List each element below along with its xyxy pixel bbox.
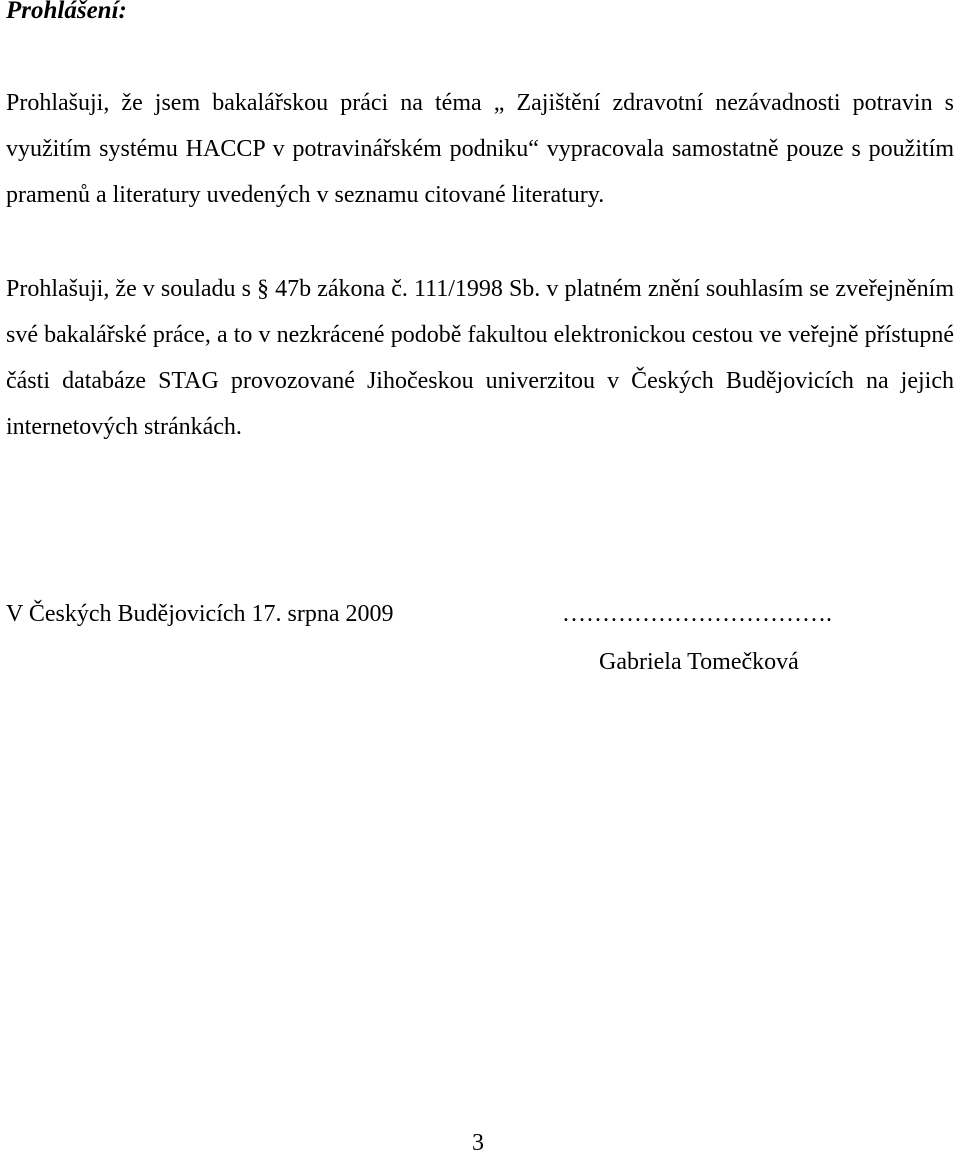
- page-number: 3: [472, 1130, 484, 1156]
- signature-line: …………………………….: [562, 601, 832, 627]
- place-and-date: V Českých Budějovicích 17. srpna 2009: [6, 601, 394, 627]
- declaration-paragraph-publication-consent: Prohlašuji, že v souladu s § 47b zákona č. 111/1998 Sb. v platném znění souhlasím se zveřejněním své bakalářské práce, a to v nezkrácené podobě fakultou elektronickou cestou ve veřejně přístupné části databáze STAG provozované Jihočeskou univerzitou v Českých Budějovicích na jejich internetových stránkách.: [6, 276, 954, 440]
- declaration-heading: Prohlášení:: [6, 0, 127, 24]
- signature-name: Gabriela Tomečková: [599, 649, 799, 675]
- declaration-paragraph-authorship: Prohlašuji, že jsem bakalářskou práci na téma „ Zajištění zdravotní nezávadnosti potravin s využitím systému HACCP v potravinářském podniku“ vypracovala samostatně pouze s použitím pramenů a literatury uvedených v seznamu citované literatury.: [6, 90, 954, 208]
